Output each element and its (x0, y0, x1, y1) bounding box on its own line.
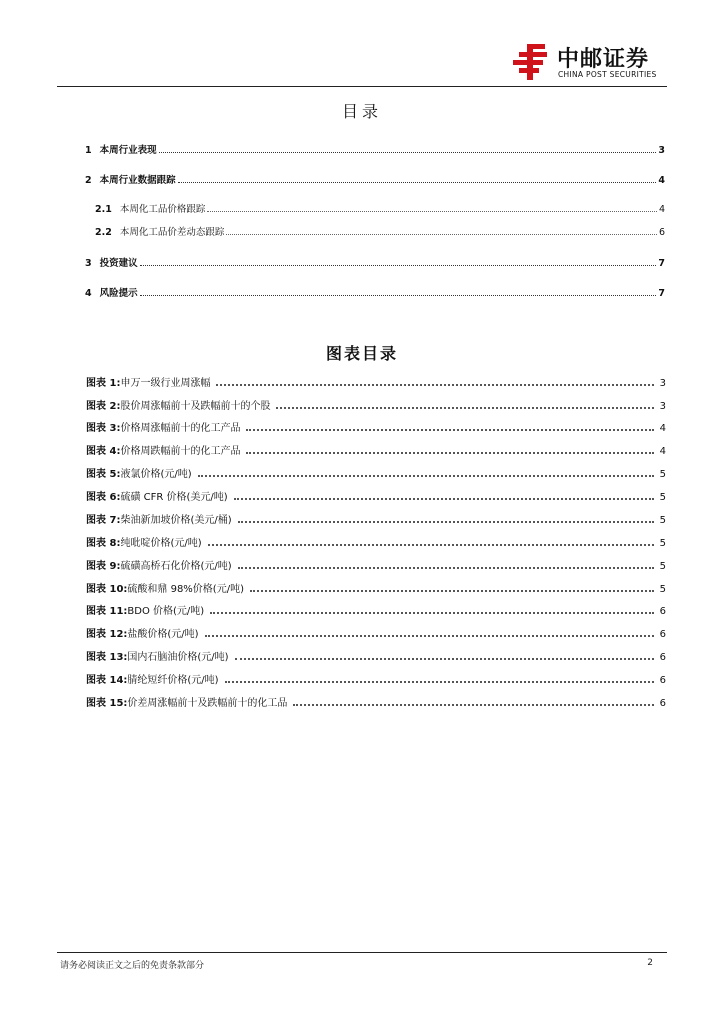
brand-name-cn: 中邮证券 (557, 47, 650, 72)
header-divider (57, 86, 667, 87)
figure-entry[interactable]: 图表 5: 液氯价格(元/吨) 5 (86, 469, 666, 480)
dot-leader (235, 658, 654, 660)
toc-subentry[interactable]: 2.2 本周化工品价差动态跟踪 6 (95, 227, 665, 238)
brand-logo (513, 42, 673, 82)
figure-entry[interactable]: 图表 1: 申万一级行业周涨幅 3 (86, 378, 666, 389)
figure-entry[interactable]: 图表 6: 硫磺 CFR 价格(美元/吨) 5 (86, 492, 666, 503)
figure-entry[interactable]: 图表 7: 柴油新加坡价格(美元/桶) 5 (86, 515, 666, 526)
dot-leader (178, 182, 657, 183)
dot-leader (140, 295, 657, 296)
dot-leader (238, 521, 654, 523)
dot-leader (216, 384, 653, 386)
toc-entry[interactable]: 3 投资建议 7 (85, 258, 665, 269)
dot-leader (159, 152, 657, 153)
figure-list-title: 图表目录 (325, 344, 398, 363)
figure-entry[interactable]: 图表 15: 价差周涨幅前十及跌幅前十的化工品 6 (86, 698, 666, 709)
dot-leader (198, 475, 654, 477)
figure-entry[interactable]: 图表 9: 硫磺高桥石化价格(元/吨) 5 (86, 561, 666, 572)
figure-entry[interactable]: 图表 14: 腈纶短纤价格(元/吨) 6 (86, 675, 666, 686)
dot-leader (226, 234, 657, 235)
dot-leader (234, 498, 654, 500)
footer-disclaimer: 请务必阅读正文之后的免责条款部分 (60, 961, 205, 971)
dot-leader (246, 429, 653, 431)
dot-leader (225, 681, 654, 683)
page-number: 2 (647, 958, 653, 968)
figure-entry[interactable]: 图表 2: 股价周涨幅前十及跌幅前十的个股 3 (86, 401, 666, 412)
figure-entry[interactable]: 图表 3: 价格周涨幅前十的化工产品 4 (86, 423, 666, 434)
toc-entry[interactable]: 4 风险提示 7 (85, 288, 665, 299)
figure-entry[interactable]: 图表 11: BDO 价格(元/吨) 6 (86, 606, 666, 617)
toc-entry[interactable]: 2 本周行业数据跟踪 4 (85, 175, 665, 186)
figure-entry[interactable]: 图表 8: 纯吡啶价格(元/吨) 5 (86, 538, 666, 549)
figure-entry[interactable]: 图表 12: 盐酸价格(元/吨) 6 (86, 629, 666, 640)
figure-entry[interactable]: 图表 10: 硫酸和鼎 98%价格(元/吨) 5 (86, 584, 666, 595)
dot-leader (205, 635, 654, 637)
toc-title: 目录 (341, 102, 382, 121)
dot-leader (293, 704, 653, 706)
toc-subentry[interactable]: 2.1 本周化工品价格跟踪 4 (95, 204, 665, 215)
dot-leader (207, 211, 657, 212)
toc-entry[interactable]: 1 本周行业表现 3 (85, 145, 665, 156)
dot-leader (250, 590, 654, 592)
dot-leader (210, 612, 653, 614)
figure-entry[interactable]: 图表 13: 国内石脑油价格(元/吨) 6 (86, 652, 666, 663)
china-post-logo-icon (513, 44, 551, 80)
dot-leader (140, 265, 657, 266)
dot-leader (238, 567, 654, 569)
dot-leader (246, 452, 653, 454)
brand-name-en: CHINA POST SECURITIES (558, 70, 657, 79)
footer-divider (57, 952, 667, 953)
figure-entry[interactable]: 图表 4: 价格周跌幅前十的化工产品 4 (86, 446, 666, 457)
dot-leader (276, 407, 653, 409)
dot-leader (208, 544, 654, 546)
